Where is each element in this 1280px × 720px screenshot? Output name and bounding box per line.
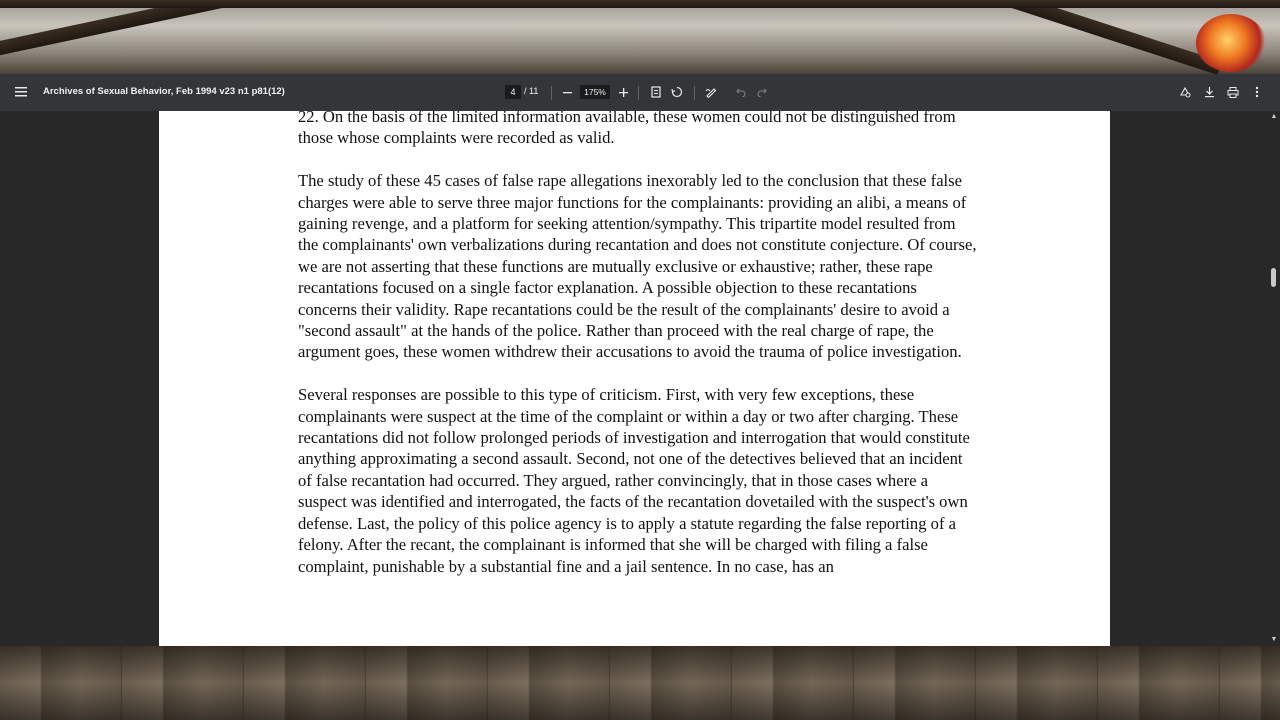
more-vert-icon xyxy=(1255,86,1259,98)
annotate-button[interactable] xyxy=(699,80,723,104)
wooden-beam xyxy=(0,0,1280,8)
draw-icon xyxy=(705,86,717,98)
background-scene-top xyxy=(0,0,1280,74)
zoom-in-button[interactable] xyxy=(611,80,635,104)
download-button[interactable] xyxy=(1197,80,1221,104)
wooden-beam xyxy=(1008,0,1222,74)
more-options-button[interactable] xyxy=(1245,80,1269,104)
document-body xyxy=(298,111,978,598)
scrollbar-thumb[interactable] xyxy=(1271,268,1276,287)
fit-page-icon xyxy=(651,86,661,98)
hamburger-menu-icon[interactable] xyxy=(9,80,33,104)
print-icon xyxy=(1227,87,1239,98)
document-title: Archives of Sexual Behavior, Feb 1994 v23 n1 p81(12) xyxy=(43,86,285,97)
undo-icon xyxy=(736,87,746,97)
wooden-beam xyxy=(0,0,285,57)
rotate-button[interactable] xyxy=(665,80,689,104)
pdf-page xyxy=(159,111,1110,646)
scroll-up-arrow-icon[interactable]: ▲ xyxy=(1270,113,1278,120)
redo-icon xyxy=(757,87,767,97)
toolbar-divider xyxy=(551,86,552,100)
paragraph: 22. On the basis of the limited information available, these women could not be distinguished from those whose complaints were recorded as valid. xyxy=(298,111,956,148)
toolbar-divider xyxy=(638,86,639,100)
paragraph: Several responses are possible to this type of criticism. First, with very few exceptions, these complainants were suspect at the time of the complaint or within a day or two after charging. These recantations did not follow prolonged periods of investigation and interrogation that would constitute anything approximating a second assault. Second, not one of the detectives believed that an incident of false recantation had occurred. They argued, rather convincingly, that in those cases where a suspect was identified and interrogated, the facts of the recantation dovetailed with the suspect's own defense. Last, the policy of this police agency is to apply a statute regarding the false reporting of a felony. After the recant, the complainant is informed that she will be charged with filing a false complaint, punishable by a substantial fine and a jail sentence. In no case, has an xyxy=(298,385,970,576)
toolbar-divider xyxy=(694,86,695,100)
minus-icon xyxy=(563,88,572,97)
zoom-level-input[interactable]: 175% xyxy=(580,85,610,99)
redo-button[interactable] xyxy=(750,80,774,104)
rotate-icon xyxy=(671,86,683,98)
channel-logo-icon xyxy=(1196,14,1266,72)
zoom-out-button[interactable] xyxy=(555,80,579,104)
save-to-drive-icon xyxy=(1179,86,1191,98)
print-button[interactable] xyxy=(1221,80,1245,104)
background-scene-bottom xyxy=(0,646,1280,720)
page-total-label: / 11 xyxy=(524,86,539,96)
page-number-input[interactable]: 4 xyxy=(505,85,521,99)
pdf-viewer-area[interactable] xyxy=(0,111,1280,646)
plus-icon xyxy=(619,88,628,97)
pdf-toolbar xyxy=(0,74,1280,111)
download-icon xyxy=(1204,86,1215,98)
vertical-scrollbar[interactable] xyxy=(1268,111,1280,646)
paragraph: The study of these 45 cases of false rape allegations inexorably led to the conclusion that these false charges were able to serve three major functions for the complainants: providing an alibi, a means of gaining revenge, and a platform for seeking attention/sympathy. This tripartite model resulted from the complainants' own verbalizations during recantation and does not constitute conjecture. Of course, we are not asserting that these functions are mutually exclusive or exhaustive; rather, these rape recantations focused on a single factor explanation. A possible objection to these recantations concerns their validity. Rape recantations could be the result of the complainants' desire to avoid a "second assault" at the hands of the police. Rather than proceed with the real charge of rape, the argument goes, these women withdrew their accusations to avoid the trauma of police investigation. xyxy=(298,171,977,362)
scroll-down-arrow-icon[interactable]: ▼ xyxy=(1270,636,1278,643)
save-to-drive-button[interactable] xyxy=(1173,80,1197,104)
